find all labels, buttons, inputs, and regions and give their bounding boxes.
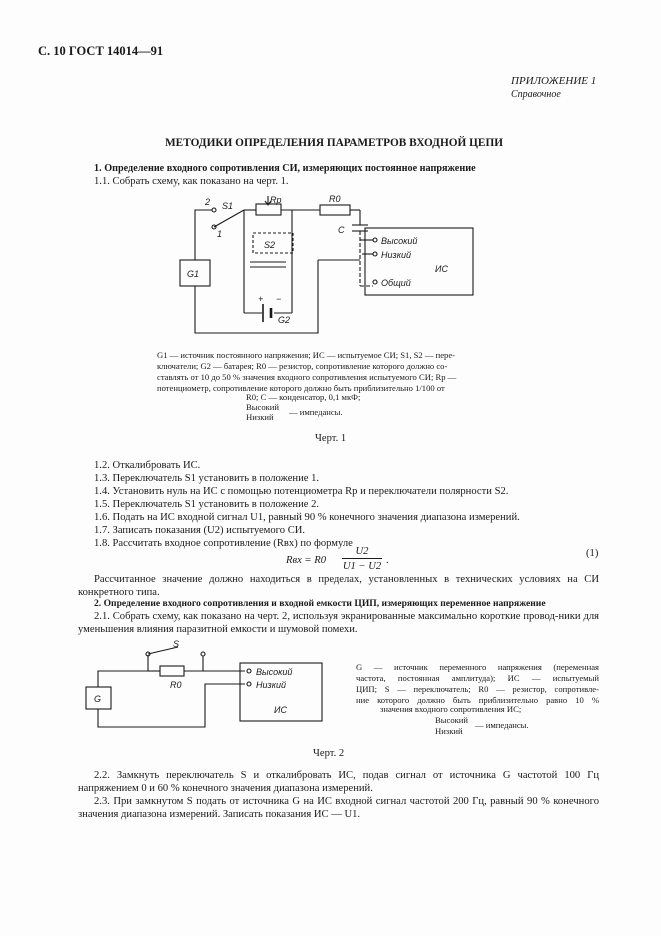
r0-label-2: R0	[170, 680, 182, 690]
fig1-legend-5: R0; C — конденсатор, 0,1 мкФ;	[246, 392, 361, 402]
section1-heading: 1. Определение входного сопротивления СИ, измеряющих постоянное напряжение	[94, 163, 476, 174]
r0-resistor-2	[160, 666, 184, 676]
s1-pos2: 2	[205, 197, 211, 207]
step-1-2: 1.2. Откалибровать ИС.	[94, 460, 201, 471]
fig1-common: Общий	[381, 278, 411, 288]
fig2-legend-2: частота, постоянная амплитуда); ИС — испытуемый	[356, 673, 599, 683]
s1-label: S1	[222, 201, 234, 211]
fig1-caption: Черт. 1	[315, 433, 347, 444]
fig2-low: Низкий	[256, 680, 286, 690]
fig2-legend-low: Низкий	[435, 726, 463, 736]
fig2-legend-4: ние которого должно быть приблизительно равно 10 %	[356, 695, 599, 705]
fig2-legend-imp: — импедансы.	[475, 720, 529, 730]
g1-label: G1	[187, 269, 200, 279]
fig1-legend-2: ключатели; G2 — батарея; R0 — резистор, сопротивление которого должно со-	[157, 361, 448, 371]
fig1-legend-low: Низкий	[246, 412, 274, 422]
formula-number: (1)	[586, 548, 599, 559]
fig2-high: Высокий	[256, 667, 293, 677]
c-label: C	[338, 225, 345, 235]
fig2-is: ИС	[274, 705, 287, 715]
rp-label: Rp	[270, 195, 282, 205]
g-source	[86, 687, 111, 709]
fig2-legend-high: Высокий	[435, 715, 468, 725]
fig1-legend-1: G1 — источник постоянного напряжения; ИС — испытуемое СИ; S1, S2 — пере-	[157, 350, 456, 360]
step-1-3: 1.3. Переключатель S1 установить в положение 1.	[94, 473, 320, 484]
g2-label: G2	[278, 315, 291, 325]
fig2-legend-5: значения входного сопротивления ИС;	[380, 704, 522, 714]
fig2-caption: Черт. 2	[313, 748, 345, 759]
step-2-3: 2.3. При замкнутом S подать от источника G на ИС входной сигнал частотой 200 Гц, равный 90 % конечного значения диапазона измерений. Записать показания ИС — U1.	[78, 796, 599, 820]
after-formula-text: Рассчитанное значение должно находиться в пределах, установленных в технических условиях на СИ конкретного типа.	[78, 574, 599, 598]
formula-lhs: Rвх = R0	[286, 555, 326, 566]
step-2-1: 2.1. Собрать схему, как показано на черт. 2, используя экранированные максимально короткие провод-ники для уменьшения влияния паразитной емкости и шумовой помехи.	[78, 611, 599, 635]
step-1-5: 1.5. Переключатель S1 установить в положение 2.	[94, 499, 320, 510]
g-label: G	[94, 694, 102, 704]
page-reference: С. 10 ГОСТ 14014—91	[38, 44, 164, 58]
formula-denominator: U1 − U2	[342, 561, 382, 572]
formula-numerator: U2	[355, 546, 369, 557]
fig1-legend-4: потенциометр, сопротивление которого должно быть приблизительно 1/100 от	[157, 383, 445, 393]
fig1-high: Высокий	[381, 236, 418, 246]
step-1-6: 1.6. Подать на ИС входной сигнал U1, равный 90 % конечного значения диапазона измерений.	[94, 512, 520, 523]
step-2-2: 2.2. Замкнуть переключатель S и откалибровать ИС, подав сигнал от источника G частотой 100 Гц напряжением 0 и 60 % конечного значения диапазона измерений.	[78, 770, 599, 794]
fig2-legend-3: ЦИП; S — переключатель; R0 — резистор, сопротивле-	[356, 684, 599, 694]
fig1-legend-imp: — импедансы.	[289, 407, 343, 417]
g2-plus: +	[258, 294, 264, 304]
formula-tail: .	[386, 555, 389, 566]
g2-minus: −	[276, 294, 282, 304]
page-title: МЕТОДИКИ ОПРЕДЕЛЕНИЯ ПАРАМЕТРОВ ВХОДНОЙ ЦЕПИ	[165, 137, 504, 149]
appendix-title: ПРИЛОЖЕНИЕ 1	[511, 75, 597, 87]
step-1-7: 1.7. Записать показания (U2) испытуемого СИ.	[94, 525, 306, 536]
appendix-type: Справочное	[511, 89, 561, 100]
r0-label: R0	[329, 194, 341, 204]
fig2-legend-1: G — источник переменного напряжения (переменная	[356, 662, 599, 672]
fig1-legend-3: ставлять от 10 до 50 % значения входного сопротивления испытуемого СИ; Rp —	[157, 372, 457, 382]
step-1-8: 1.8. Рассчитать входное сопротивление (Rвх) по формуле	[94, 538, 353, 549]
s1-pos1: 1	[217, 229, 223, 239]
step-1-1: 1.1. Собрать схему, как показано на черт. 1.	[94, 176, 289, 187]
fig1-low: Низкий	[381, 250, 411, 260]
fig1-legend-high: Высокий	[246, 402, 279, 412]
section2-heading: 2. Определение входного сопротивления и входной емкости ЦИП, измеряющих переменное напряжение	[94, 598, 546, 609]
fig1-is: ИС	[435, 264, 448, 274]
s2-label: S2	[264, 240, 276, 250]
step-1-4: 1.4. Установить нуль на ИС с помощью потенциометра Rp и переключатели полярности S2.	[94, 486, 509, 497]
s-label: S	[173, 639, 180, 649]
